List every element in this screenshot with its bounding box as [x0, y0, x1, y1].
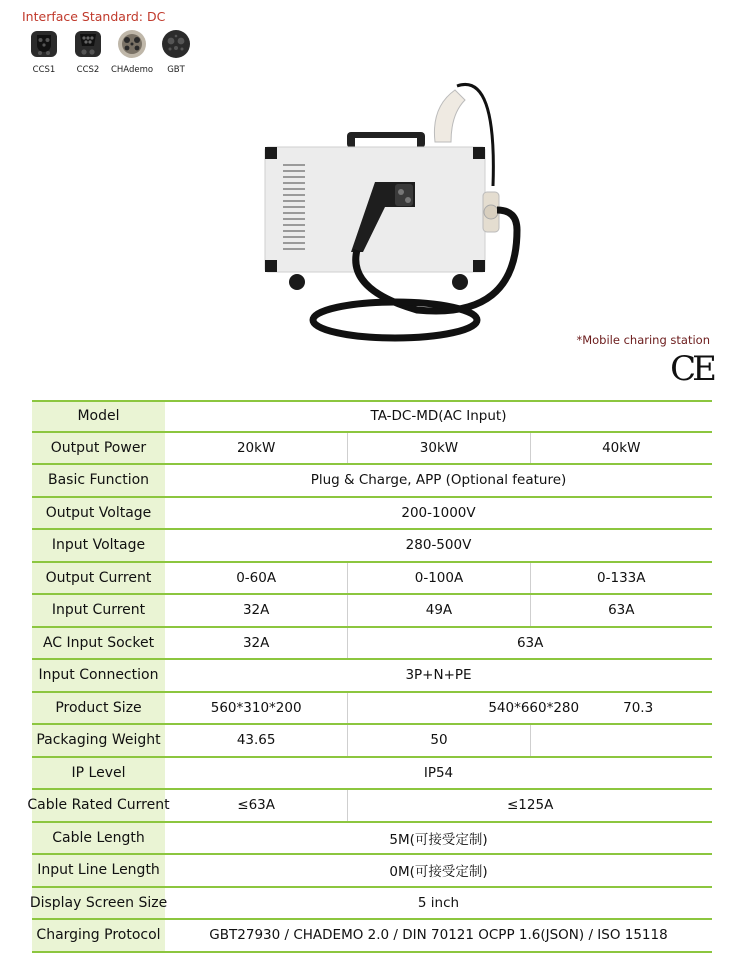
table-row-input-connection — [32, 660, 712, 693]
row-label: Input Line Length — [32, 855, 165, 886]
row-value: 280-500V — [405, 537, 472, 554]
row-label: Basic Function — [32, 465, 165, 496]
row-value: 0M(可接受定制) — [389, 864, 488, 881]
row-value: ≤125A — [347, 790, 712, 821]
table-row-model — [32, 400, 712, 433]
row-value-group — [347, 693, 712, 724]
table-row-product-size — [32, 693, 712, 726]
table-row-output-voltage — [32, 498, 712, 531]
table-row-ip-level — [32, 758, 712, 791]
row-value: 30kW — [347, 433, 529, 464]
ccs2-connector-icon — [72, 28, 104, 60]
row-label: Input Connection — [32, 660, 165, 691]
table-row-display-screen-size — [29, 888, 712, 921]
interface-standard-title: Interface Standard: DC — [22, 9, 166, 24]
row-value: 43.65 — [236, 732, 276, 749]
table-row-basic-function — [32, 465, 712, 498]
table-row-output-current — [32, 563, 712, 596]
row-value: 5 inch — [417, 894, 460, 911]
row-value: 70.3 — [623, 699, 654, 716]
row-label: Output Power — [32, 433, 165, 464]
row-value: 200-1000V — [401, 504, 476, 521]
row-label: Model — [32, 402, 165, 431]
row-label: AC Input Socket — [32, 628, 165, 659]
row-value: 0-100A — [347, 563, 529, 594]
table-row-ac-input-socket — [32, 628, 712, 661]
row-label: Cable Length — [32, 823, 165, 854]
table-row-cable-length — [32, 823, 712, 856]
connector-chademo — [110, 28, 154, 75]
row-value: 32A — [242, 602, 270, 619]
row-value: 540*660*280 — [488, 699, 580, 716]
table-row-packaging-weight — [32, 725, 712, 758]
row-label: IP Level — [32, 758, 165, 789]
row-value: 20kW — [236, 439, 276, 456]
row-label: Charging Protocol — [32, 920, 165, 951]
row-value — [530, 725, 712, 756]
table-row-charging-protocol — [32, 920, 712, 953]
table-row-cable-rated-current — [27, 790, 712, 823]
row-value: 32A — [242, 634, 270, 651]
row-value: 5M(可接受定制) — [389, 831, 488, 848]
table-row-input-line-length — [32, 855, 712, 888]
row-value: 3P+N+PE — [405, 667, 472, 684]
ccs1-connector-icon — [28, 28, 60, 60]
row-label: Input Current — [32, 595, 165, 626]
connector-label: GBT — [167, 65, 185, 75]
row-label: Product Size — [32, 693, 165, 724]
connector-label: CCS2 — [76, 65, 100, 75]
product-caption: *Mobile charing station — [576, 333, 710, 347]
ce-mark-icon: CE — [670, 349, 713, 389]
connector-ccs2 — [72, 28, 104, 75]
row-value: IP54 — [423, 764, 454, 781]
row-value: 40kW — [530, 433, 712, 464]
spec-table — [27, 400, 712, 953]
row-label: Packaging Weight — [32, 725, 165, 756]
table-row-output-power — [32, 433, 712, 466]
gbt-connector-icon — [160, 28, 192, 60]
connector-label: CCS1 — [32, 65, 56, 75]
row-label: Input Voltage — [32, 530, 165, 561]
row-value: 63A — [347, 628, 712, 659]
mobile-charging-station-image — [245, 72, 545, 347]
row-value: 560*310*200 — [210, 699, 302, 716]
table-row-input-voltage — [32, 530, 712, 563]
row-label: Cable Rated Current — [32, 790, 165, 821]
table-row-input-current — [32, 595, 712, 628]
row-value: 0-60A — [236, 569, 277, 586]
row-value: 0-133A — [530, 563, 712, 594]
connector-ccs1 — [28, 28, 60, 75]
row-value: TA-DC-MD(AC Input) — [370, 408, 507, 425]
connector-gbt — [160, 28, 192, 75]
row-label: Display Screen Size — [32, 888, 165, 919]
row-value: Plug & Charge, APP (Optional feature) — [310, 472, 567, 489]
row-value: 63A — [530, 595, 712, 626]
row-value: GBT27930 / CHADEMO 2.0 / DIN 70121 OCPP 1.6(JSON) / ISO 15118 — [209, 927, 668, 944]
row-value: 50 — [347, 725, 529, 756]
row-label: Output Current — [32, 563, 165, 594]
row-value: ≤63A — [237, 797, 276, 814]
connector-label: CHAdemo — [110, 65, 154, 75]
row-value: 49A — [347, 595, 529, 626]
connector-list — [28, 28, 192, 75]
row-label: Output Voltage — [32, 498, 165, 529]
chademo-connector-icon — [116, 28, 148, 60]
